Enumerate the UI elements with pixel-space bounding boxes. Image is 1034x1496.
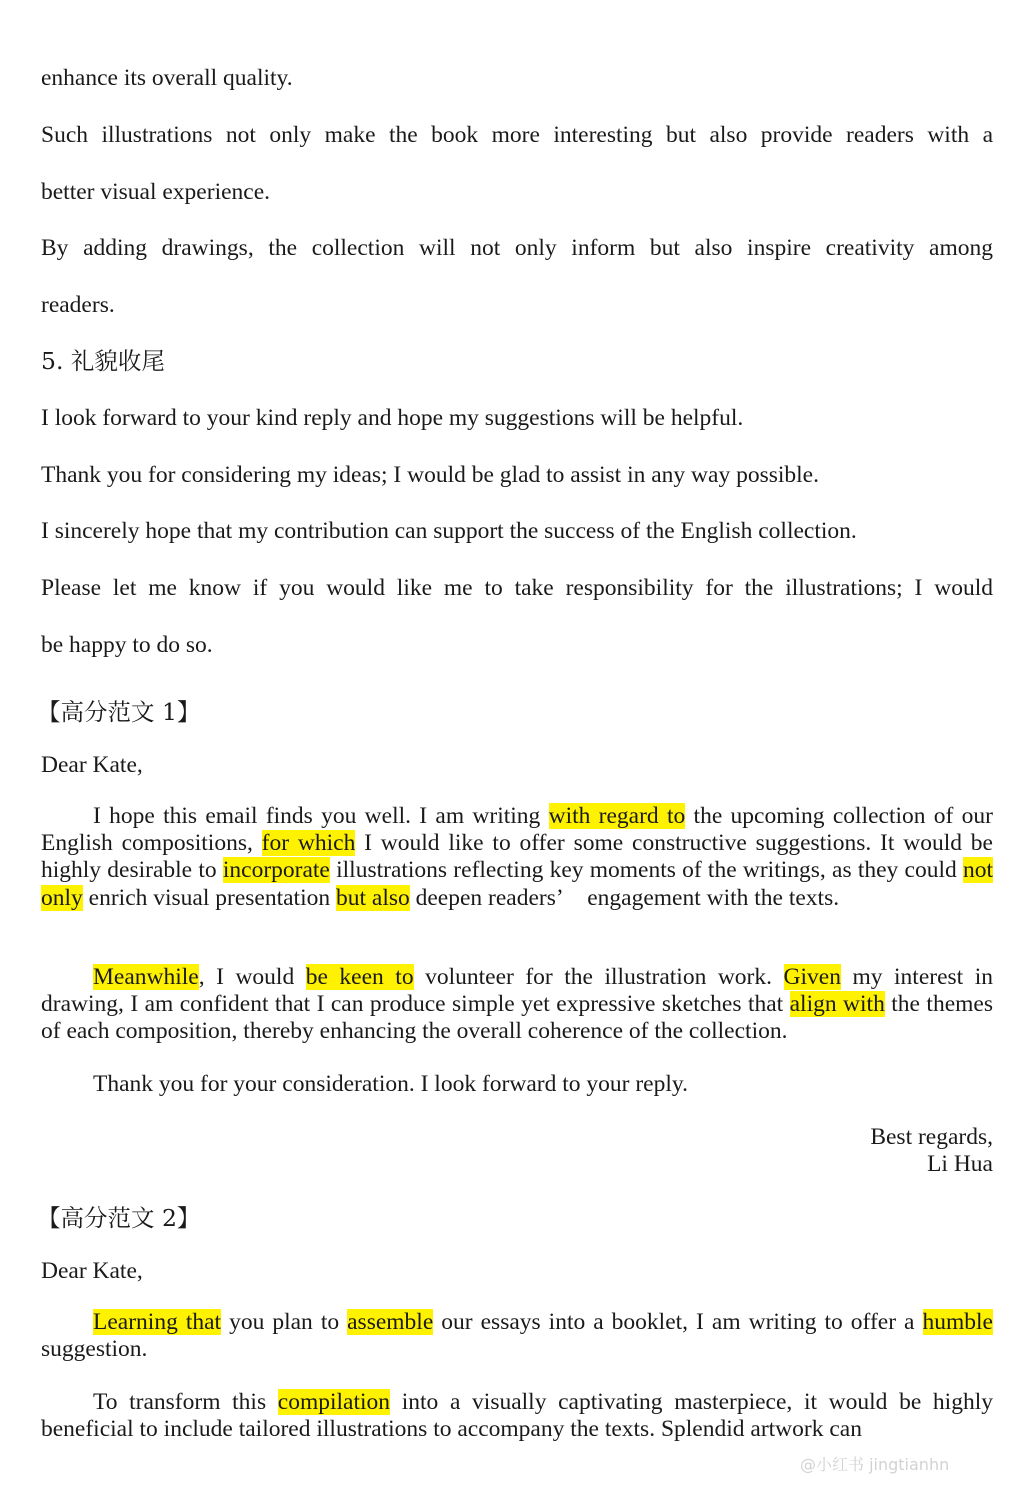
highlighted-phrase: Learning that (93, 1309, 222, 1335)
text-run: I would like to offer some constructive suggestions. It would be highly desirable to (41, 830, 993, 884)
text-run: our essays into a booklet, I am writing to offer a (433, 1309, 923, 1335)
sample2-paragraph-1 (41, 1309, 993, 1363)
intro-line-4: By adding drawings, the collection will not only inform but also inspire creativity among (41, 235, 993, 261)
text-run: deepen readers’ engagement with the texts. (409, 884, 840, 911)
highlighted-phrase: for which (261, 830, 356, 857)
text-run: illustrations reflecting key moments of the writings, as they could (329, 857, 963, 884)
sample2-heading: 【高分范文 2】 (37, 1204, 201, 1232)
highlighted-phrase: Meanwhile (93, 964, 199, 990)
closing-line-4: Please let me know if you would like me to take responsibility for the illustrations; I would (41, 575, 993, 601)
sample1-name: Li Hua (927, 1151, 993, 1177)
text-run: suggestion. (41, 1336, 148, 1363)
highlighted-phrase: be keen to (305, 964, 414, 990)
highlighted-phrase: assemble (347, 1309, 434, 1335)
sample1-signoff: Best regards, (870, 1124, 993, 1150)
text-run: the themes of each composition, thereby enhancing the overall coherence of the collection. (41, 991, 993, 1045)
sample1-paragraph-3: Thank you for your consideration. I look forward to your reply. (93, 1071, 688, 1097)
sample1-paragraph-1 (41, 803, 993, 912)
highlighted-phrase: incorporate (222, 857, 330, 884)
text-run: you plan to (221, 1309, 348, 1335)
sample1-greeting: Dear Kate, (41, 752, 143, 778)
text-run: To transform this (93, 1389, 278, 1415)
text-run: enrich visual presentation (82, 884, 336, 911)
closing-line-3: I sincerely hope that my contribution can support the success of the English collection. (41, 518, 857, 544)
highlighted-phrase: but also (335, 884, 410, 911)
highlighted-phrase: humble (922, 1309, 993, 1335)
highlighted-phrase: Given (783, 964, 841, 990)
sample1-paragraph-2 (41, 964, 993, 1046)
highlighted-phrase: align with (789, 991, 885, 1018)
intro-line-3: better visual experience. (41, 179, 271, 205)
watermark: @小红书 jingtianhn (800, 1455, 950, 1474)
sample2-paragraph-2 (41, 1389, 993, 1443)
text-run: the upcoming collection of our English compositions, (41, 803, 993, 857)
text-run: volunteer for the illustration work. (413, 964, 784, 990)
intro-line-5: readers. (41, 292, 115, 318)
intro-line-1: enhance its overall quality. (41, 65, 293, 91)
closing-heading: 5. 礼貌收尾 (41, 347, 165, 375)
sample1-heading: 【高分范文 1】 (37, 698, 201, 726)
text-run: into a visually captivating masterpiece, it would be highly beneficial to include tailored illustrations to accompany the texts. Splendid artwork can (41, 1389, 993, 1443)
sample2-greeting: Dear Kate, (41, 1258, 143, 1284)
text-run: I hope this email finds you well. I am writing (93, 803, 549, 829)
closing-line-1: I look forward to your kind reply and hope my suggestions will be helpful. (41, 405, 744, 431)
closing-line-2: Thank you for considering my ideas; I would be glad to assist in any way possible. (41, 462, 819, 488)
text-run: my interest in drawing, I am confident that I can produce simple yet expressive sketches that (41, 964, 993, 1018)
highlighted-phrase: with regard to (548, 803, 686, 829)
closing-line-5: be happy to do so. (41, 632, 213, 658)
text-run: , I would (198, 964, 306, 990)
highlighted-phrase: compilation (277, 1389, 391, 1415)
highlighted-phrase: not only (41, 857, 993, 911)
intro-line-2: Such illustrations not only make the book more interesting but also provide readers with a (41, 122, 993, 148)
